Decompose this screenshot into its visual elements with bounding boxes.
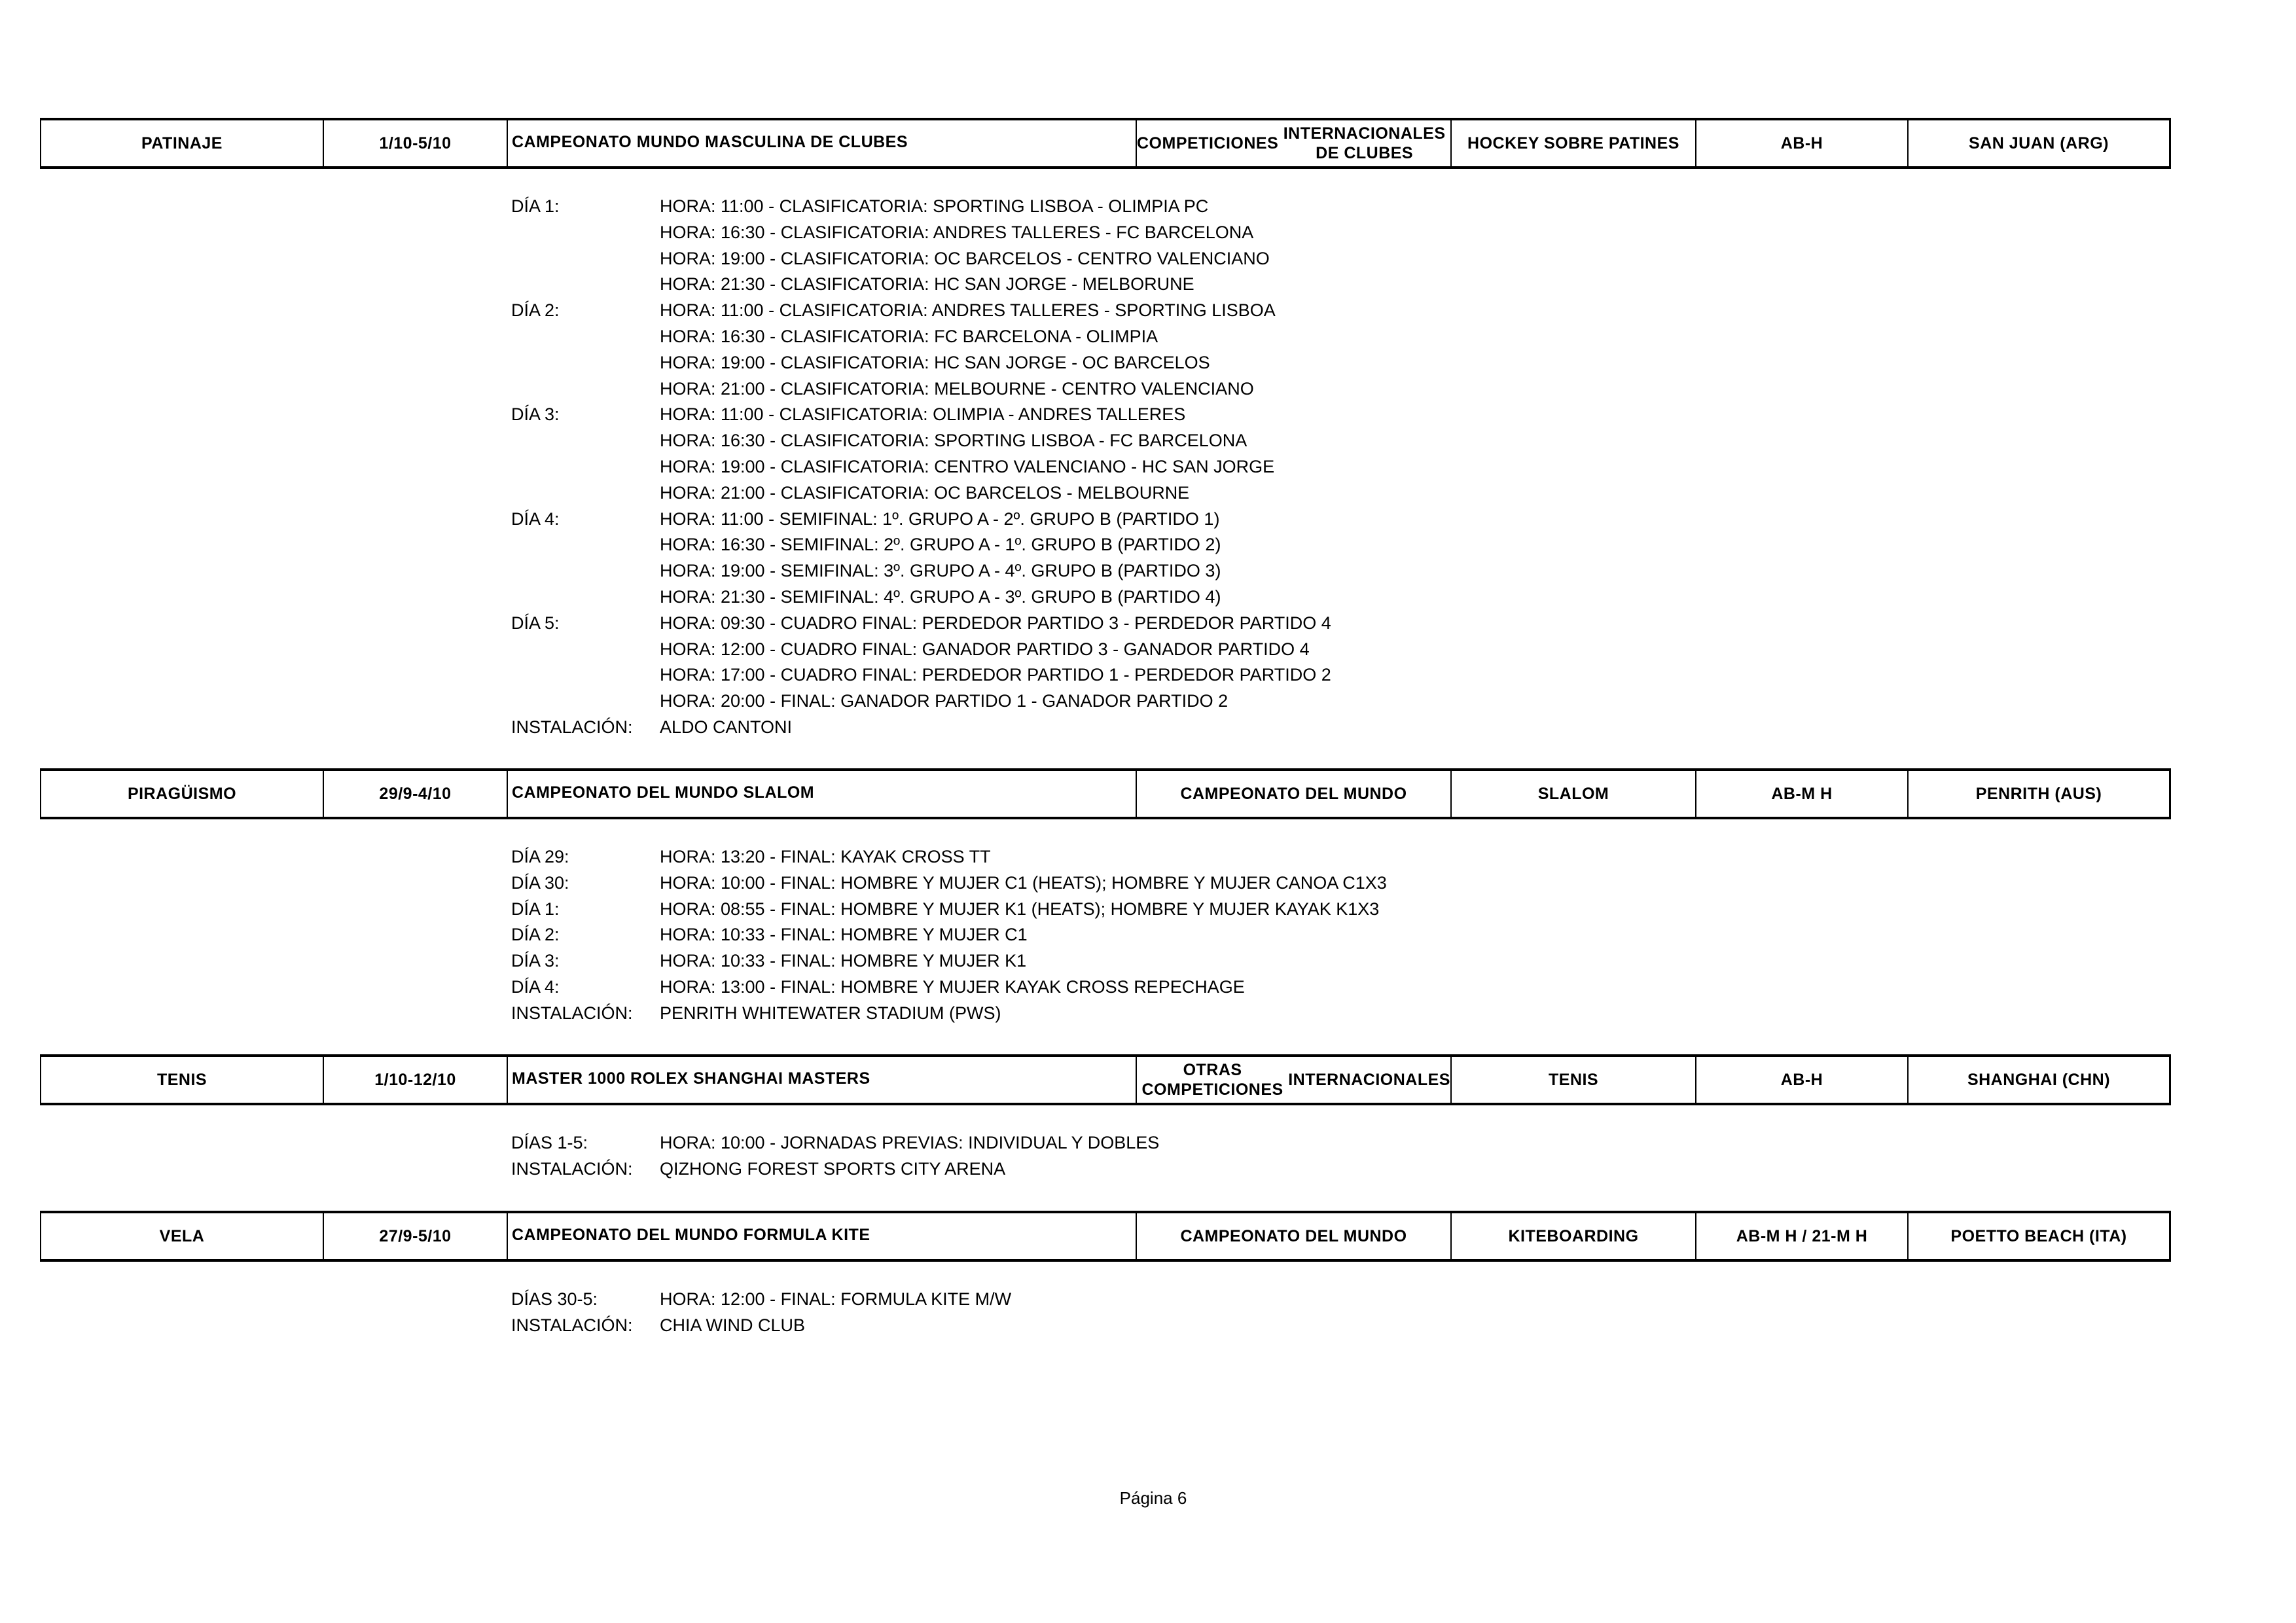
schedule-text: QIZHONG FOREST SPORTS CITY ARENA xyxy=(660,1158,1006,1179)
schedule-text: HORA: 08:55 - FINAL: HOMBRE Y MUJER K1 (HEATS); HOMBRE Y MUJER KAYAK K1X3 xyxy=(660,899,1380,919)
schedule-text: HORA: 09:30 - CUADRO FINAL: PERDEDOR PARTIDO 3 - PERDEDOR PARTIDO 4 xyxy=(660,613,1331,633)
schedule-day-label xyxy=(511,558,660,584)
schedule-day-label xyxy=(511,454,660,480)
schedule-day-label: DÍA 30: xyxy=(511,872,569,893)
schedule-day-label xyxy=(511,428,660,454)
schedule-line xyxy=(511,194,1331,220)
schedule-text: HORA: 19:00 - CLASIFICATORIA: HC SAN JORGE - OC BARCELOS xyxy=(660,352,1210,372)
schedule-line xyxy=(511,298,1331,324)
sport-cell: PIRAGÜISMO xyxy=(41,771,324,817)
category-cell: AB-H xyxy=(1696,1057,1909,1103)
schedule-text: HORA: 19:00 - CLASIFICATORIA: CENTRO VALENCIANO - HC SAN JORGE xyxy=(660,456,1275,476)
schedule-line xyxy=(511,974,1387,1001)
schedule-text: HORA: 10:00 - FINAL: HOMBRE Y MUJER C1 (HEATS); HOMBRE Y MUJER CANOA C1X3 xyxy=(660,872,1387,893)
schedule-text: HORA: 10:00 - JORNADAS PREVIAS: INDIVIDUAL Y DOBLES xyxy=(660,1133,1160,1152)
dates-cell: 1/10-5/10 xyxy=(324,120,508,166)
category-cell: AB-H xyxy=(1696,120,1909,166)
schedule-text: HORA: 13:20 - FINAL: KAYAK CROSS TT xyxy=(660,847,991,866)
schedule-line xyxy=(511,480,1331,507)
schedule-text: HORA: 21:00 - CLASIFICATORIA: MELBOURNE - CENTRO VALENCIANO xyxy=(660,378,1254,399)
schedule-line xyxy=(511,1313,1011,1339)
schedule-day-label xyxy=(511,350,660,376)
schedule-line xyxy=(511,558,1331,584)
schedule-text: HORA: 20:00 - FINAL: GANADOR PARTIDO 1 - GANADOR PARTIDO 2 xyxy=(660,691,1229,711)
schedule-text: HORA: 17:00 - CUADRO FINAL: PERDEDOR PARTIDO 1 - PERDEDOR PARTIDO 2 xyxy=(660,665,1331,685)
event-name-cell: CAMPEONATO DEL MUNDO FORMULA KITE xyxy=(508,1213,1137,1259)
schedule-text: HORA: 21:30 - SEMIFINAL: 4º. GRUPO A - 3º. GRUPO B (PARTIDO 4) xyxy=(660,586,1221,607)
schedule-line xyxy=(511,1287,1011,1313)
schedule-line xyxy=(511,272,1331,298)
schedule-day-label: INSTALACIÓN: xyxy=(511,1315,633,1335)
schedule-text: HORA: 10:33 - FINAL: HOMBRE Y MUJER C1 xyxy=(660,925,1028,945)
schedule-line xyxy=(511,350,1331,376)
schedule-day-label xyxy=(511,584,660,611)
schedule-line xyxy=(511,897,1387,923)
schedule-text: HORA: 11:00 - CLASIFICATORIA: OLIMPIA - ANDRES TALLERES xyxy=(660,404,1186,425)
schedule-line xyxy=(511,220,1331,246)
schedule-line xyxy=(511,584,1331,611)
schedule-day-label: DÍA 3: xyxy=(511,951,560,971)
schedule-line xyxy=(511,637,1331,663)
schedule-text: HORA: 21:30 - CLASIFICATORIA: HC SAN JORGE - MELBORUNE xyxy=(660,274,1194,294)
competition-type-cell xyxy=(1137,771,1452,817)
competition-type-cell xyxy=(1137,1213,1452,1259)
event-header-row xyxy=(40,1211,2171,1262)
schedule-text: HORA: 19:00 - CLASIFICATORIA: OC BARCELOS - CENTRO VALENCIANO xyxy=(660,248,1270,268)
schedule-day-label: DÍA 3: xyxy=(511,404,560,425)
event-schedule xyxy=(511,844,1387,1027)
schedule-line xyxy=(511,532,1331,558)
schedule-day-label: DÍAS 30-5: xyxy=(511,1289,598,1309)
schedule-line xyxy=(511,662,1331,688)
schedule-line xyxy=(511,948,1387,974)
location-cell: POETTO BEACH (ITA) xyxy=(1950,1227,2127,1245)
competition-type-line: COMPETICIONES xyxy=(1137,134,1279,152)
schedule-day-label xyxy=(511,480,660,507)
schedule-day-label xyxy=(511,688,660,715)
schedule-line xyxy=(511,324,1331,350)
event-header-row xyxy=(40,118,2171,169)
schedule-day-label xyxy=(511,532,660,558)
schedule-day-label xyxy=(511,376,660,402)
schedule-line xyxy=(511,402,1331,428)
schedule-day-label: DÍA 1: xyxy=(511,899,560,919)
competition-type-line: INTERNACIONALES xyxy=(1288,1071,1450,1089)
schedule-line xyxy=(511,715,1331,741)
location-cell: SAN JUAN (ARG) xyxy=(1969,134,2109,152)
schedule-day-label: DÍA 1: xyxy=(511,196,560,216)
schedule-day-label: DÍA 4: xyxy=(511,508,560,529)
schedule-day-label: INSTALACIÓN: xyxy=(511,717,633,737)
competition-type-line: INTERNACIONALES DE CLUBES xyxy=(1283,124,1446,162)
schedule-line xyxy=(511,870,1387,897)
schedule-line xyxy=(511,611,1331,637)
competition-type-line: OTRAS COMPETICIONES xyxy=(1141,1061,1283,1099)
discipline-cell: HOCKEY SOBRE PATINES xyxy=(1452,120,1696,166)
event-name-cell: CAMPEONATO MUNDO MASCULINA DE CLUBES xyxy=(508,120,1137,166)
competition-type-line: CAMPEONATO DEL MUNDO xyxy=(1180,785,1407,803)
schedule-day-label: DÍA 5: xyxy=(511,613,560,633)
schedule-text: HORA: 16:30 - CLASIFICATORIA: SPORTING LISBOA - FC BARCELONA xyxy=(660,431,1247,451)
event-name-cell: MASTER 1000 ROLEX SHANGHAI MASTERS xyxy=(508,1057,1137,1103)
schedule-text: HORA: 19:00 - SEMIFINAL: 3º. GRUPO A - 4º. GRUPO B (PARTIDO 3) xyxy=(660,561,1221,581)
event-header-row xyxy=(40,768,2171,819)
event-header-row xyxy=(40,1054,2171,1105)
schedule-day-label: DÍA 2: xyxy=(511,300,560,321)
schedule-line xyxy=(511,922,1387,948)
schedule-day-label: INSTALACIÓN: xyxy=(511,1158,633,1179)
location-cell: PENRITH (AUS) xyxy=(1975,785,2102,803)
schedule-text: ALDO CANTONI xyxy=(660,717,793,737)
schedule-text: HORA: 12:00 - FINAL: FORMULA KITE M/W xyxy=(660,1289,1012,1309)
sport-cell: VELA xyxy=(41,1213,324,1259)
schedule-text: HORA: 11:00 - SEMIFINAL: 1º. GRUPO A - 2º. GRUPO B (PARTIDO 1) xyxy=(660,508,1220,529)
schedule-line xyxy=(511,844,1387,870)
sport-cell: PATINAJE xyxy=(41,120,324,166)
schedule-day-label xyxy=(511,246,660,272)
competition-type-cell xyxy=(1137,1057,1452,1103)
schedule-line xyxy=(511,688,1331,715)
schedule-day-label xyxy=(511,324,660,350)
dates-cell: 27/9-5/10 xyxy=(324,1213,508,1259)
schedule-line xyxy=(511,1130,1159,1156)
schedule-text: HORA: 11:00 - CLASIFICATORIA: ANDRES TALLERES - SPORTING LISBOA xyxy=(660,300,1276,321)
location-cell: SHANGHAI (CHN) xyxy=(1967,1071,2111,1089)
schedule-text: HORA: 16:30 - CLASIFICATORIA: FC BARCELONA - OLIMPIA xyxy=(660,326,1158,346)
dates-cell: 1/10-12/10 xyxy=(324,1057,508,1103)
schedule-line xyxy=(511,454,1331,480)
event-schedule xyxy=(511,194,1331,741)
schedule-day-label xyxy=(511,220,660,246)
schedule-text: HORA: 16:30 - CLASIFICATORIA: ANDRES TALLERES - FC BARCELONA xyxy=(660,222,1254,242)
schedule-line xyxy=(511,1001,1387,1027)
dates-cell: 29/9-4/10 xyxy=(324,771,508,817)
schedule-line xyxy=(511,507,1331,533)
schedule-day-label: DÍA 4: xyxy=(511,976,560,997)
event-name-cell: CAMPEONATO DEL MUNDO SLALOM xyxy=(508,771,1137,817)
schedule-line xyxy=(511,1156,1159,1183)
discipline-cell: TENIS xyxy=(1452,1057,1696,1103)
page-number: Página 6 xyxy=(1119,1488,1187,1508)
schedule-day-label xyxy=(511,662,660,688)
schedule-text: HORA: 16:30 - SEMIFINAL: 2º. GRUPO A - 1º. GRUPO B (PARTIDO 2) xyxy=(660,535,1221,555)
event-schedule xyxy=(511,1287,1011,1339)
category-cell: AB-M H / 21-M H xyxy=(1696,1213,1909,1259)
schedule-line xyxy=(511,428,1331,454)
schedule-day-label xyxy=(511,272,660,298)
discipline-cell: SLALOM xyxy=(1452,771,1696,817)
schedule-text: HORA: 21:00 - CLASIFICATORIA: OC BARCELOS - MELBOURNE xyxy=(660,482,1190,503)
schedule-text: HORA: 11:00 - CLASIFICATORIA: SPORTING LISBOA - OLIMPIA PC xyxy=(660,196,1209,216)
schedule-day-label: DÍA 2: xyxy=(511,925,560,945)
schedule-line xyxy=(511,376,1331,402)
schedule-text: HORA: 12:00 - CUADRO FINAL: GANADOR PARTIDO 3 - GANADOR PARTIDO 4 xyxy=(660,639,1310,659)
discipline-cell: KITEBOARDING xyxy=(1452,1213,1696,1259)
schedule-text: HORA: 13:00 - FINAL: HOMBRE Y MUJER KAYAK CROSS REPECHAGE xyxy=(660,976,1245,997)
event-schedule xyxy=(511,1130,1159,1183)
schedule-text: HORA: 10:33 - FINAL: HOMBRE Y MUJER K1 xyxy=(660,951,1027,971)
sport-cell: TENIS xyxy=(41,1057,324,1103)
schedule-line xyxy=(511,246,1331,272)
schedule-text: CHIA WIND CLUB xyxy=(660,1315,806,1335)
schedule-day-label: DÍA 29: xyxy=(511,847,569,866)
competition-type-cell xyxy=(1137,120,1452,166)
category-cell: AB-M H xyxy=(1696,771,1909,817)
schedule-day-label xyxy=(511,637,660,663)
schedule-day-label: INSTALACIÓN: xyxy=(511,1003,633,1023)
schedule-day-label: DÍAS 1-5: xyxy=(511,1133,588,1152)
competition-type-line: CAMPEONATO DEL MUNDO xyxy=(1180,1227,1407,1245)
schedule-text: PENRITH WHITEWATER STADIUM (PWS) xyxy=(660,1003,1001,1023)
